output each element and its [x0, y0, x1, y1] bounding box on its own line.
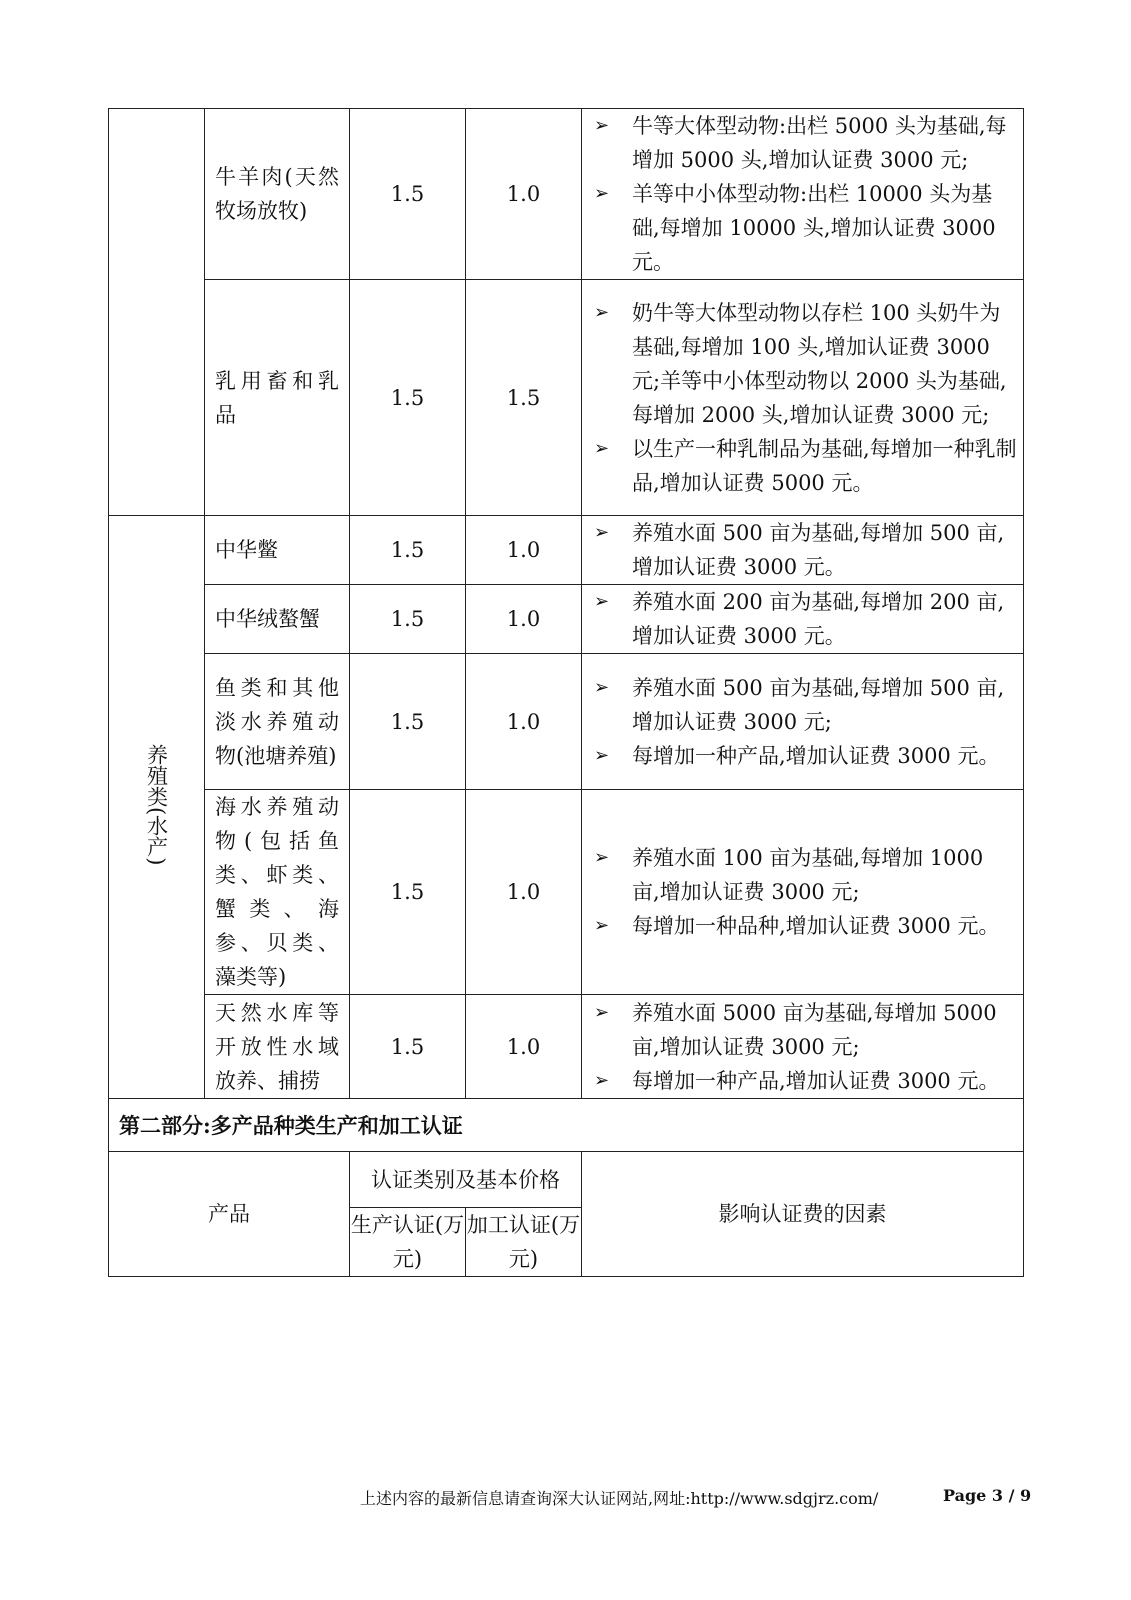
header-processing: 加工认证(万元) [466, 1208, 582, 1277]
arrow-bullet-icon: ➢ [594, 915, 610, 936]
list-item: ➢ 每增加一种产品,增加认证费 3000 元。 [590, 739, 1017, 773]
table-row [109, 790, 1024, 995]
arrow-bullet-icon: ➢ [594, 744, 610, 766]
production-price-cell: 1.5 [350, 109, 466, 280]
arrow-bullet-icon: ➢ [594, 591, 610, 612]
list-item: ➢ 养殖水面 500 亩为基础,每增加 500 亩,增加认证费 3000 元; [590, 671, 1017, 739]
processing-price-cell: 1.0 [466, 654, 582, 790]
arrow-bullet-icon: ➢ [594, 1069, 610, 1091]
production-price-cell: 1.5 [350, 790, 466, 995]
production-price-cell: 1.5 [350, 516, 466, 585]
factors-cell [582, 109, 1024, 280]
list-item: ➢ 奶牛等大体型动物以存栏 100 头奶牛为基础,每增加 100 头,增加认证费 3000 元;羊等中小体型动物以 2000 头为基础,每增加 2000 头,增加认证费 3000 元; [590, 296, 1017, 432]
table-row [109, 995, 1024, 1099]
product-cell: 海水养殖动物(包括鱼类、虾类、蟹类、海参、贝类、藻类等) [205, 790, 350, 995]
arrow-bullet-icon: ➢ [594, 847, 610, 868]
factors-cell [582, 516, 1024, 585]
category-label: 养殖类(水产) [144, 743, 169, 866]
list-item: ➢ 养殖水面 500 亩为基础,每增加 500 亩,增加认证费 3000 元。 [590, 516, 1017, 584]
list-item: ➢ 牛等大体型动物:出栏 5000 头为基础,每增加 5000 头,增加认证费 3000 元; [590, 109, 1017, 177]
processing-price-cell: 1.0 [466, 109, 582, 280]
product-cell: 中华鳖 [205, 516, 350, 585]
list-item: ➢ 养殖水面 5000 亩为基础,每增加 5000 亩,增加认证费 3000 元; [590, 996, 1017, 1064]
footer-text: 上述内容的最新信息请查询深大认证网站,网址:http://www.sdgjrz.com/ [360, 1489, 879, 1508]
certification-fee-table [108, 108, 1024, 1277]
factors-cell [582, 790, 1024, 995]
arrow-bullet-icon: ➢ [594, 1001, 610, 1023]
production-price-cell: 1.5 [350, 995, 466, 1099]
factors-cell [582, 280, 1024, 516]
header-row [109, 1152, 1024, 1208]
product-cell: 天然水库等开放性水域放养、捕捞 [205, 995, 350, 1099]
page-number: Page 3 / 9 [943, 1486, 1032, 1505]
list-item: ➢ 每增加一种品种,增加认证费 3000 元。 [590, 909, 1017, 943]
product-cell: 乳用畜和乳品 [205, 280, 350, 516]
processing-price-cell: 1.0 [466, 585, 582, 654]
production-price-cell: 1.5 [350, 585, 466, 654]
arrow-bullet-icon: ➢ [594, 183, 610, 204]
production-price-cell: 1.5 [350, 280, 466, 516]
arrow-bullet-icon: ➢ [594, 301, 610, 323]
table-row [109, 516, 1024, 585]
header-production: 生产认证(万元) [350, 1208, 466, 1277]
table-row [109, 585, 1024, 654]
factors-cell [582, 585, 1024, 654]
page-footer [360, 1486, 1032, 1509]
header-factors: 影响认证费的因素 [582, 1152, 1024, 1277]
list-item: ➢ 每增加一种产品,增加认证费 3000 元。 [590, 1064, 1017, 1098]
production-price-cell: 1.5 [350, 654, 466, 790]
arrow-bullet-icon: ➢ [594, 437, 610, 459]
processing-price-cell: 1.0 [466, 516, 582, 585]
arrow-bullet-icon: ➢ [594, 522, 610, 543]
arrow-bullet-icon: ➢ [594, 676, 610, 698]
table-row [109, 280, 1024, 516]
product-cell: 中华绒螯蟹 [205, 585, 350, 654]
category-cell-livestock [109, 109, 205, 516]
section-title: 第二部分:多产品种类生产和加工认证 [109, 1099, 1024, 1152]
header-product: 产品 [109, 1152, 350, 1277]
list-item: ➢ 以生产一种乳制品为基础,每增加一种乳制品,增加认证费 5000 元。 [590, 432, 1017, 500]
processing-price-cell: 1.0 [466, 790, 582, 995]
list-item: ➢ 羊等中小体型动物:出栏 10000 头为基础,每增加 10000 头,增加认证费 3000 元。 [590, 177, 1017, 279]
factors-cell [582, 995, 1024, 1099]
product-cell: 牛羊肉(天然牧场放牧) [205, 109, 350, 280]
product-cell: 鱼类和其他淡水养殖动物(池塘养殖) [205, 654, 350, 790]
list-item: ➢ 养殖水面 100 亩为基础,每增加 1000 亩,增加认证费 3000 元; [590, 841, 1017, 909]
table-row [109, 654, 1024, 790]
header-cert-group: 认证类别及基本价格 [350, 1152, 582, 1208]
arrow-bullet-icon: ➢ [594, 115, 610, 136]
factors-cell [582, 654, 1024, 790]
processing-price-cell: 1.5 [466, 280, 582, 516]
table-row [109, 109, 1024, 280]
list-item: ➢ 养殖水面 200 亩为基础,每增加 200 亩,增加认证费 3000 元。 [590, 585, 1017, 653]
category-cell-aquaculture [109, 516, 205, 1099]
section-row [109, 1099, 1024, 1152]
processing-price-cell: 1.0 [466, 995, 582, 1099]
